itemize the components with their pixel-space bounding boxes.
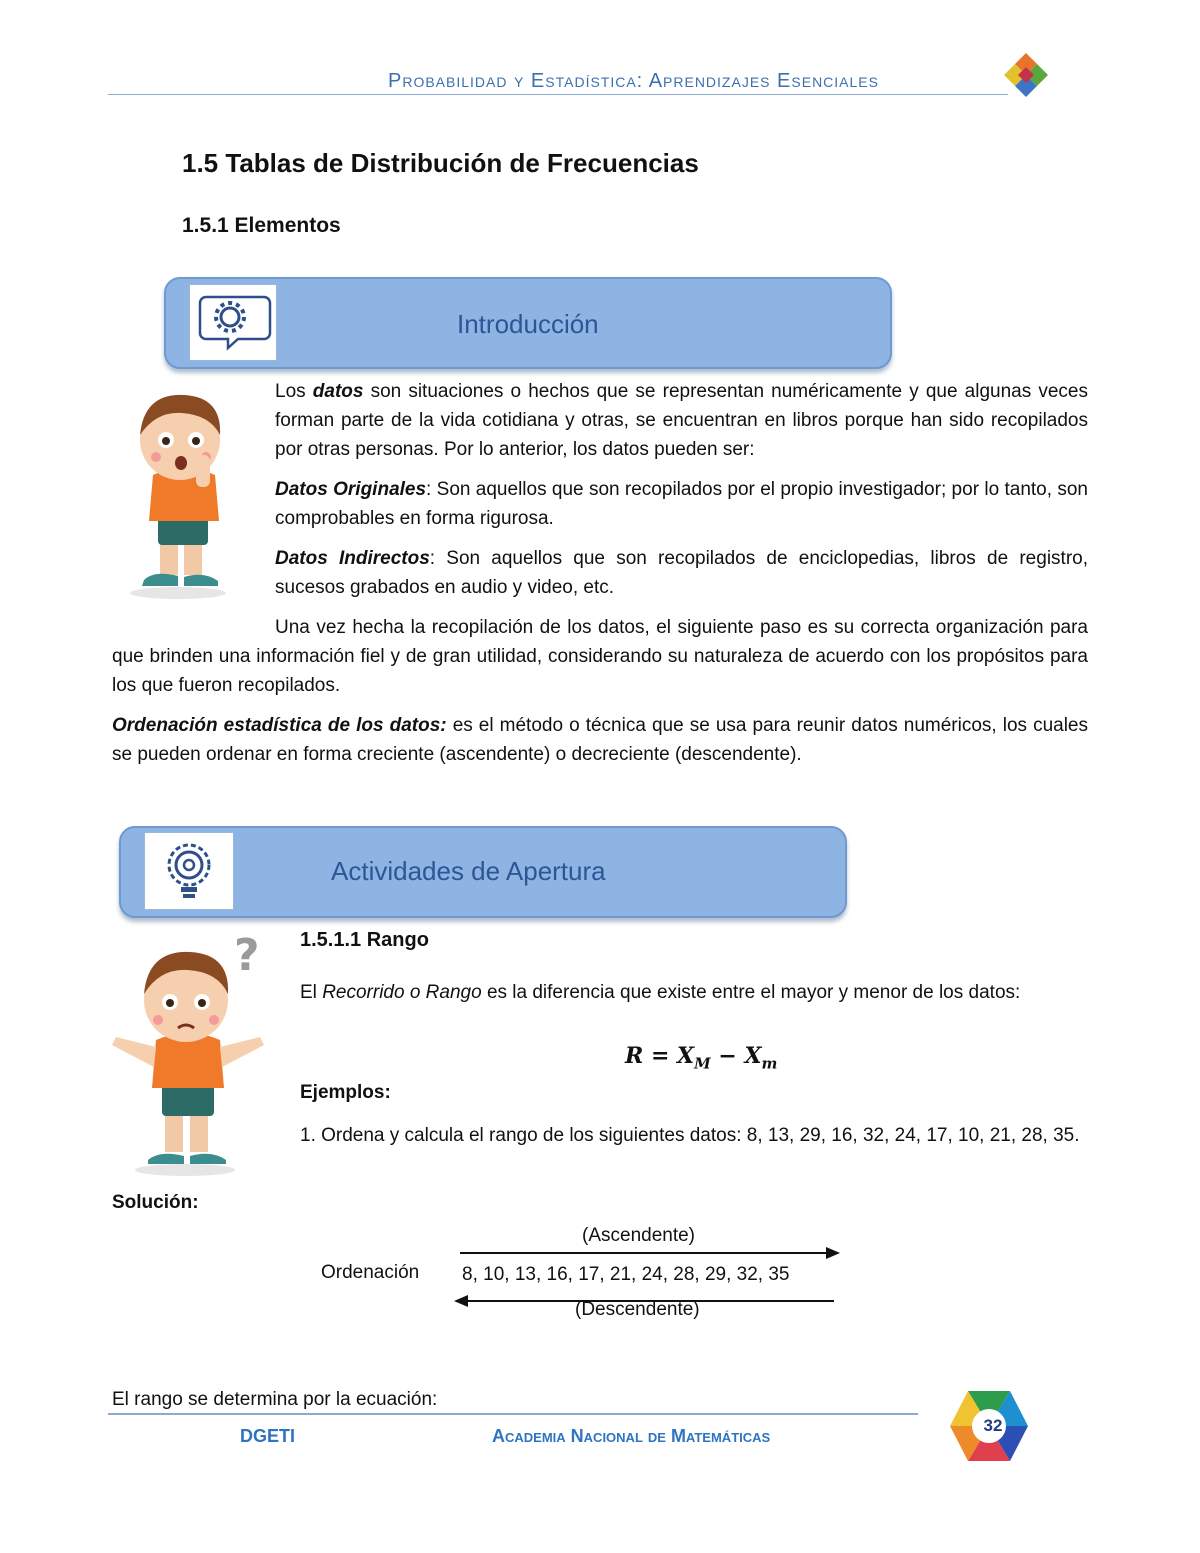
ascending-label: (Ascendente)	[582, 1225, 696, 1246]
formula-mid: − X	[710, 1043, 762, 1069]
datos-term: datos	[312, 381, 364, 402]
rango-def-start: El	[300, 982, 323, 1003]
header-rule	[108, 94, 1008, 95]
boy-confused-illustration	[110, 932, 270, 1177]
gear-chat-icon	[190, 285, 276, 360]
datos-indirectos-paragraph	[275, 544, 1088, 602]
intro-icon-box	[189, 284, 277, 361]
datos-originales-text: : Son aquellos que son recopilados por el propio investigador; por lo tanto, son comprobables en forma rigurosa.	[275, 479, 1088, 529]
intro-p1-rest: son situaciones o hechos que se representan numéricamente y que algunas veces forman parte de la vida cotidiana y otras, se encuentran en libros porque han sido recopilados por otras personas. Por lo anterior, los datos pueden ser:	[275, 381, 1088, 460]
ordering-label: Ordenación	[321, 1262, 420, 1283]
ordenacion-paragraph	[112, 711, 1088, 769]
ordenacion-term: Ordenación estadística de los datos:	[112, 715, 447, 736]
footer-left: DGETI	[240, 1426, 296, 1446]
svg-text:?: ?	[234, 932, 260, 981]
solution-label: Solución:	[112, 1192, 199, 1213]
range-formula	[625, 1043, 777, 1072]
datos-originales-paragraph	[275, 475, 1088, 533]
activities-banner-label: Actividades de Apertura	[331, 856, 606, 886]
page-number: 32	[983, 1416, 1003, 1435]
footer-right: Academia Nacional de Matemáticas	[492, 1426, 771, 1446]
datos-indirectos-text: : Son aquellos que son recopilados de enciclopedias, libros de registro, sucesos grabados en audio y video, etc.	[275, 548, 1088, 598]
organization-paragraph	[112, 613, 1088, 700]
formula-sub-min: m	[761, 1054, 778, 1073]
organization-text: Una vez hecha la recopilación de los datos, el siguiente paso es su correcta organización para que brinden una información fiel y de gran utilidad, considerando su naturaleza de acuerdo con los propósitos para los que fueron recopilados.	[112, 617, 1088, 696]
intro-banner-label: Introducción	[457, 309, 599, 339]
intro-p1-start: Los	[275, 381, 313, 402]
formula-sub-max: M	[694, 1054, 711, 1073]
header-title: Probabilidad y Estadística: Aprendizajes Esenciales	[388, 70, 879, 92]
descending-label: (Descendente)	[575, 1299, 700, 1320]
rango-def-rest: es la diferencia que existe entre el mayor y menor de los datos:	[481, 982, 1021, 1003]
lightbulb-gear-icon	[145, 833, 233, 909]
diamond-logo-icon	[1003, 52, 1049, 98]
ordered-values: 8, 10, 13, 16, 17, 21, 24, 28, 29, 32, 35	[462, 1264, 790, 1285]
example-1-text: 1. Ordena y calcula el rango de los siguientes datos: 8, 13, 29, 16, 32, 24, 17, 10, 21, 28, 35.	[300, 1125, 1080, 1146]
intro-paragraph	[275, 377, 1088, 464]
range-sentence: El rango se determina por la ecuación:	[112, 1389, 438, 1410]
datos-originales-term: Datos Originales	[275, 479, 427, 500]
examples-label: Ejemplos:	[300, 1082, 391, 1103]
ascending-arrow-icon	[460, 1245, 842, 1261]
example-1	[300, 1121, 1088, 1150]
activities-icon-box	[144, 832, 234, 910]
formula-lhs: R = X	[625, 1043, 695, 1069]
footer-rule	[108, 1413, 918, 1415]
section-title: 1.5 Tablas de Distribución de Frecuencias	[182, 148, 699, 178]
rango-heading: 1.5.1.1 Rango	[300, 929, 429, 951]
intro-text-block	[275, 377, 1088, 602]
rango-definition	[300, 980, 1088, 1005]
boy-surprised-illustration	[118, 385, 248, 600]
subsection-title: 1.5.1 Elementos	[182, 214, 341, 237]
rango-term: Recorrido o Rango	[322, 982, 482, 1003]
datos-indirectos-term: Datos Indirectos	[275, 548, 430, 569]
ordenacion-text: es el método o técnica que se usa para reunir datos numéricos, los cuales se pueden ordenar en forma creciente (ascendente) o decreciente (descendente).	[112, 715, 1088, 765]
